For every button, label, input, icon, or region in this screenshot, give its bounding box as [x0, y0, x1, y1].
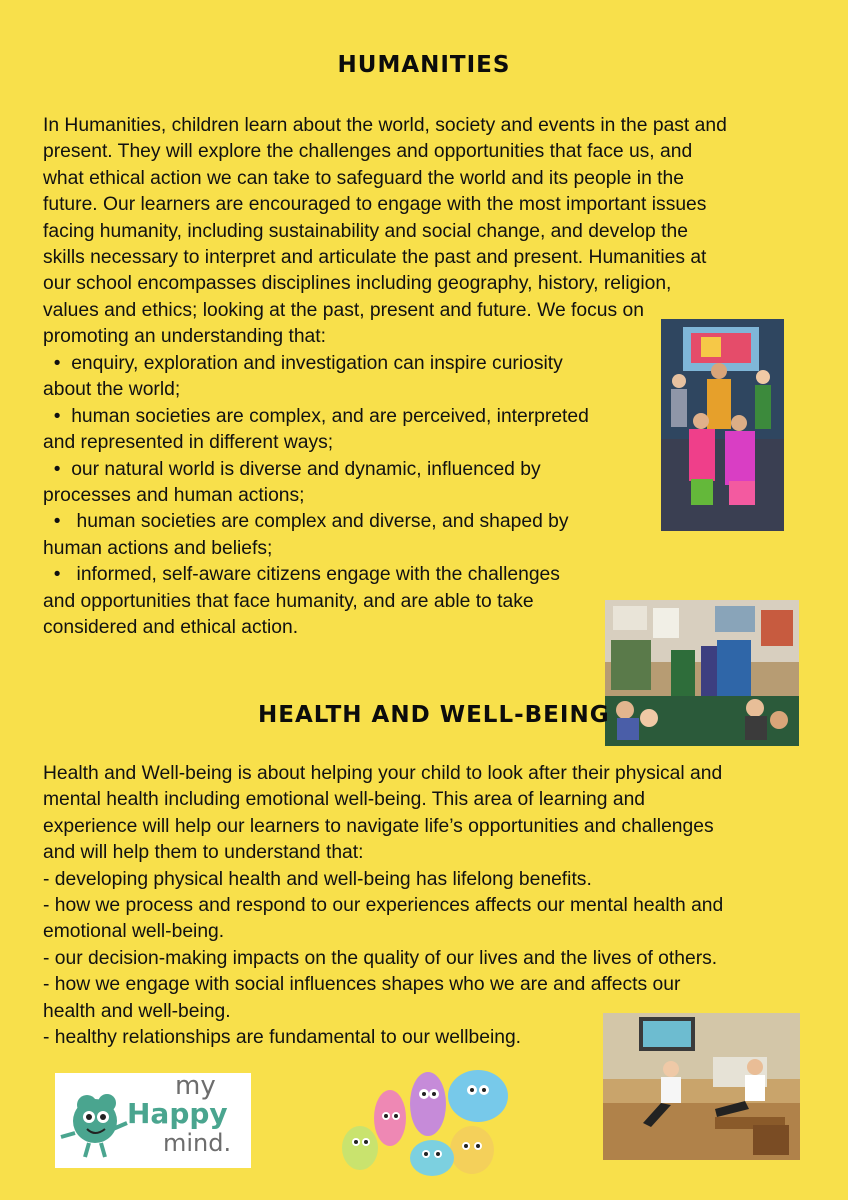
text-line: mental health including emotional well-being. This area of learning and [43, 789, 646, 811]
photo-gym-balance [603, 1013, 800, 1160]
logo-text-happy: Happy [127, 1097, 228, 1130]
bullet-continuation: human actions and beliefs; [43, 537, 273, 559]
humanities-bullet-list [43, 351, 589, 641]
photo-children-costumes [661, 319, 784, 531]
text-line: - how we engage with social influences shapes who we are and affects our [43, 974, 681, 996]
logo-text-my: my [175, 1071, 216, 1101]
bullet-continuation: and represented in different ways; [43, 432, 334, 454]
text-line: - our decision-making impacts on the quality of our lives and the lives of others. [43, 947, 718, 969]
bullet-continuation: about the world; [43, 379, 181, 401]
text-line: skills necessary to interpret and articulate the past and present. Humanities at [43, 247, 707, 269]
text-line: our school encompasses disciplines including geography, history, religion, [43, 273, 672, 295]
text-line: - developing physical health and well-being has lifelong benefits. [43, 868, 592, 890]
humanities-intro [43, 113, 727, 351]
text-line: emotional well-being. [43, 921, 225, 943]
bullet-item: • informed, self-aware citizens engage with the challenges [43, 564, 560, 586]
text-line: and will help them to understand that: [43, 842, 364, 864]
text-line: - how we process and respond to our experiences affects our mental health and [43, 895, 724, 917]
my-happy-mind-logo [55, 1073, 251, 1168]
text-line: present. They will explore the challenges and opportunities that face us, and [43, 141, 693, 163]
humanities-heading: HUMANITIES [337, 52, 511, 78]
bullet-item: • enquiry, exploration and investigation can inspire curiosity [43, 353, 563, 374]
text-line: - healthy relationships are fundamental to our wellbeing. [43, 1027, 522, 1049]
text-line: values and ethics; looking at the past, present and future. We focus on [43, 299, 644, 321]
text-line: future. Our learners are encouraged to engage with the most important issues [43, 194, 707, 216]
bullet-item: • human societies are complex and diverse, and shaped by [43, 511, 569, 533]
bullet-item: • human societies are complex, and are perceived, interpreted [43, 405, 589, 427]
health-body [43, 761, 723, 1051]
bullet-item: • our natural world is diverse and dynamic, influenced by [43, 458, 541, 480]
health-heading: HEALTH AND WELL-BEING [258, 702, 610, 728]
text-line: health and well-being. [43, 1000, 231, 1022]
bullet-continuation: considered and ethical action. [43, 617, 299, 639]
text-line: Health and Well-being is about helping your child to look after their physical and [43, 763, 723, 784]
bullet-continuation: processes and human actions; [43, 485, 305, 507]
text-line: experience will help our learners to navigate life’s opportunities and challenges [43, 815, 714, 837]
logo-text-mind: mind. [163, 1129, 232, 1157]
cartoon-characters-image [340, 1066, 515, 1180]
text-line: In Humanities, children learn about the world, society and events in the past and [43, 115, 727, 136]
text-line: promoting an understanding that: [43, 326, 326, 348]
text-line: what ethical action we can take to safeguard the world and its people in the [43, 167, 684, 189]
bullet-continuation: and opportunities that face humanity, and are able to take [43, 590, 534, 612]
photo-classroom-group [605, 600, 799, 746]
text-line: facing humanity, including sustainability and social change, and develop the [43, 220, 688, 242]
